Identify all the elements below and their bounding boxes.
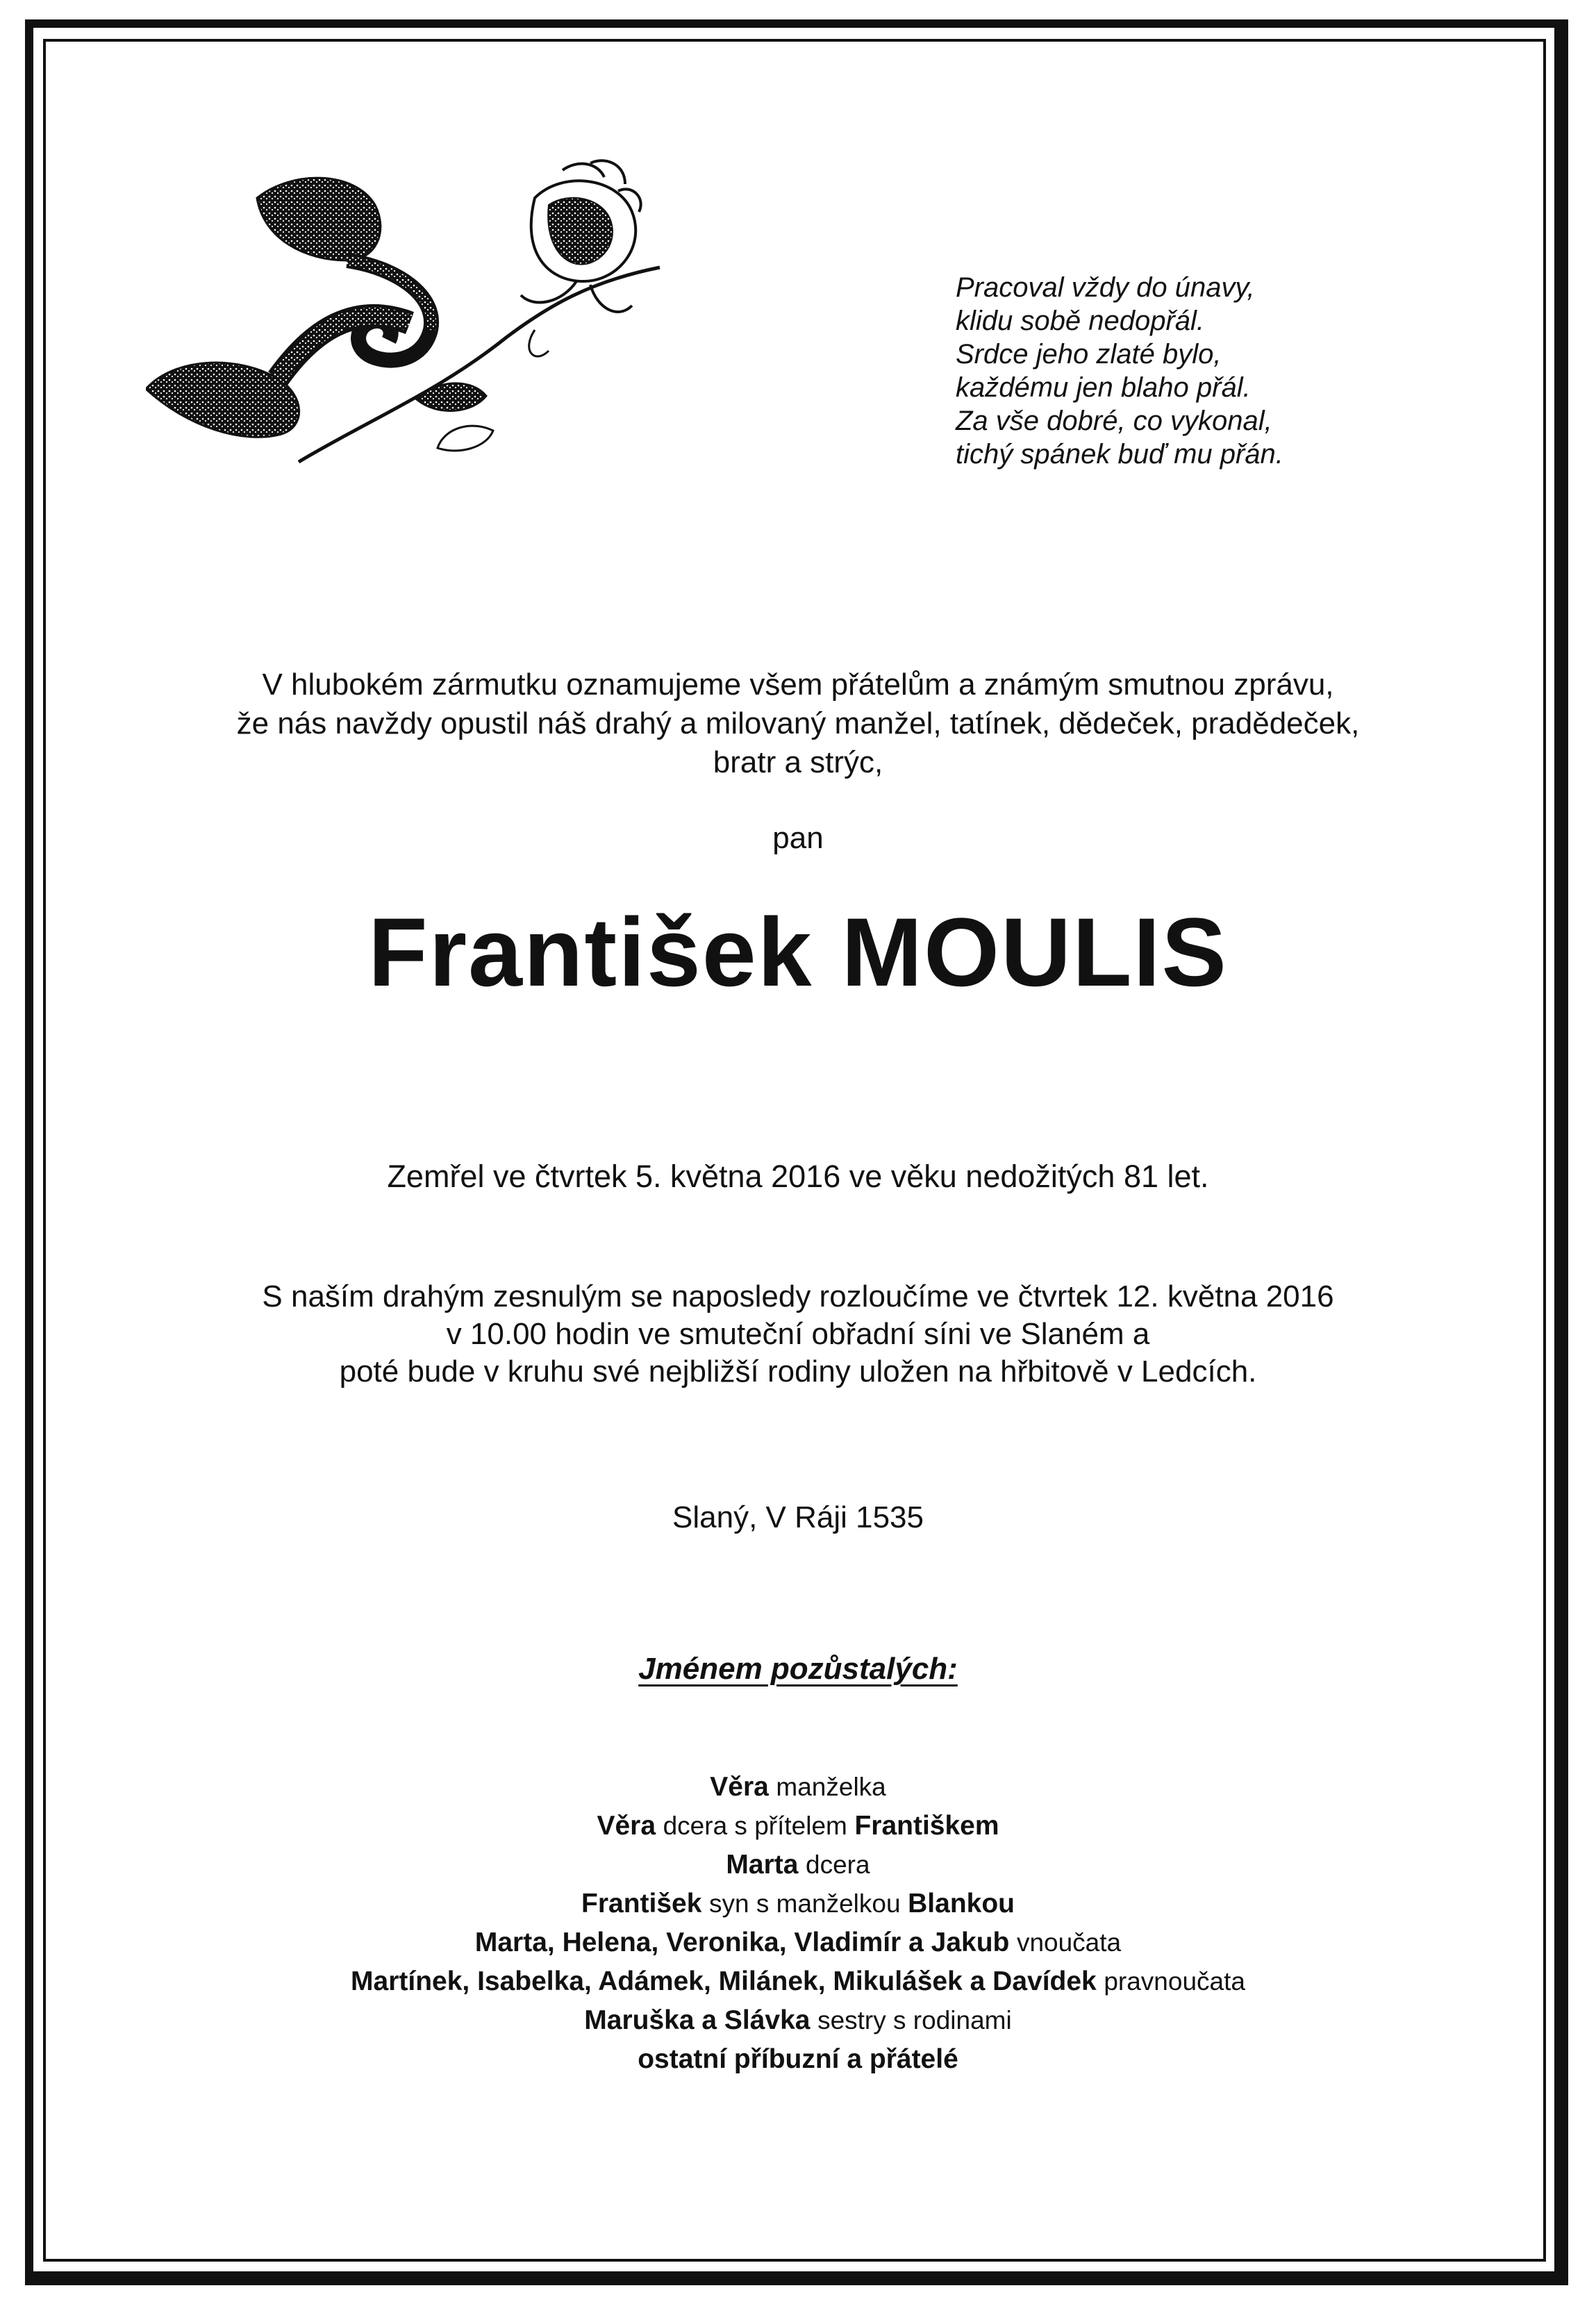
mourners-heading	[0, 1652, 1596, 1686]
ceremony-info	[0, 1278, 1596, 1391]
mourner-relation: vnoučata	[1016, 1928, 1122, 1957]
deceased-name: František MOULIS	[368, 897, 1228, 1006]
announcement-line: že nás navždy opustil náš drahý a milovaný manžel, tatínek, dědeček, pradědeček,	[236, 706, 1360, 740]
mourner-name: Maruška a Slávka	[584, 2005, 811, 2035]
poem-line: každému jen blaho přál.	[956, 372, 1251, 403]
mourner-name: Marta, Helena, Veronika, Vladimír a Jakub	[474, 1928, 1010, 1957]
honorific: pan	[772, 821, 824, 855]
mourners-heading-text: Jménem pozůstalých:	[638, 1652, 958, 1686]
address: Slaný, V Ráji 1535	[672, 1500, 924, 1534]
ceremony-line: S naším drahým zesnulým se naposledy rozloučíme ve čtvrtek 12. května 2016	[262, 1279, 1334, 1313]
ceremony-line: poté bude v kruhu své nejbližší rodiny uložen na hřbitově v Ledcích.	[339, 1354, 1257, 1389]
mourner-row	[0, 1846, 1596, 1884]
mourner-relation: pravnoučata	[1104, 1967, 1245, 1996]
mourner-relation: dcera s přítelem	[663, 1812, 847, 1840]
mourner-row	[0, 1923, 1596, 1962]
mourner-name: Martínek, Isabelka, Adámek, Milánek, Mikulášek a Davídek	[351, 1966, 1097, 1996]
mourner-name: František	[581, 1889, 702, 1918]
mourner-relation: syn s manželkou	[708, 1889, 901, 1918]
mourner-row	[0, 1884, 1596, 1923]
poem-line: Za vše dobré, co vykonal,	[956, 406, 1272, 436]
mourner-row	[0, 1962, 1596, 2001]
poem-line: Srdce jeho zlaté bylo,	[956, 339, 1222, 370]
mourner-row	[0, 1768, 1596, 1807]
mourner-name: Blankou	[908, 1889, 1015, 1918]
ceremony-line: v 10.00 hodin ve smuteční obřadní síni ve Slaném a	[446, 1317, 1150, 1351]
mourner-relation: manželka	[776, 1773, 886, 1801]
mourners-list	[0, 1768, 1596, 2079]
poem	[956, 271, 1372, 471]
announcement-line: V hlubokém zármutku oznamujeme všem přátelům a známým smutnou zprávu,	[262, 668, 1334, 702]
mourner-row	[0, 1807, 1596, 1846]
mourner-row	[0, 2040, 1596, 2079]
poem-line: tichý spánek buď mu přán.	[956, 439, 1283, 470]
mourner-name: Věra	[597, 1811, 656, 1841]
announcement	[0, 665, 1596, 782]
rose-icon	[146, 156, 674, 483]
mourner-name: Věra	[710, 1772, 769, 1802]
mourner-name: ostatní příbuzní a přátelé	[638, 2044, 958, 2074]
mourner-relation: dcera	[806, 1850, 870, 1879]
mourner-name: Františkem	[854, 1811, 999, 1841]
poem-line: klidu sobě nedopřál.	[956, 306, 1205, 336]
mourner-row	[0, 2001, 1596, 2040]
death-notice: Zemřel ve čtvrtek 5. května 2016 ve věku nedožitých 81 let.	[387, 1159, 1209, 1194]
mourner-name: Marta	[726, 1850, 799, 1880]
poem-line: Pracoval vždy do únavy,	[956, 272, 1255, 303]
mourner-relation: sestry s rodinami	[817, 2006, 1012, 2034]
announcement-line: bratr a strýc,	[713, 745, 883, 779]
